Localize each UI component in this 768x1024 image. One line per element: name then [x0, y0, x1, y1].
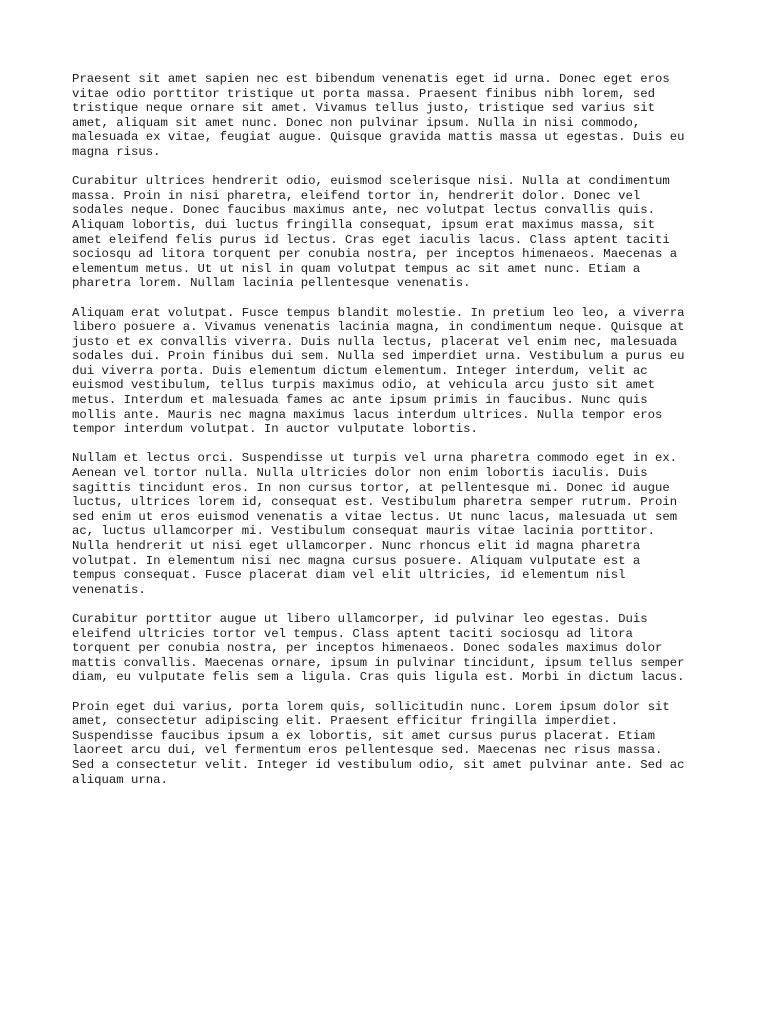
paragraph-2: Curabitur ultrices hendrerit odio, euismod scelerisque nisi. Nulla at condimentum massa. Proin in nisi pharetra, eleifend tortor in, hendrerit dolor. Donec vel sodales neque. Donec faucibus maximus ante, nec volutpat lectus convallis quis. Aliquam lobortis, dui luctus fringilla consequat, ipsum erat maximus massa, sit amet eleifend felis purus id lectus. Cras eget iaculis lacus. Class aptent taciti sociosqu ad litora torquent per conubia nostra, per inceptos himenaeos. Maecenas a elementum metus. Ut ut nisl in quam volutpat tempus ac sit amet nunc. Etiam a pharetra lorem. Nullam lacinia pellentesque venenatis. — [72, 174, 678, 291]
paragraph-3: Aliquam erat volutpat. Fusce tempus blandit molestie. In pretium leo leo, a viverra libero posuere a. Vivamus venenatis lacinia magna, in condimentum neque. Quisque at justo et ex convallis viverra. Duis nulla lectus, placerat vel enim nec, malesuada sodales dui. Proin finibus dui sem. Nulla sed imperdiet urna. Vestibulum a purus eu dui viverra porta. Duis elementum dictum elementum. Integer interdum, velit ac euismod vestibulum, tellus turpis maximus odio, at vehicula arcu justo sit amet metus. Interdum et malesuada fames ac ante ipsum primis in faucibus. Nunc quis mollis ante. Mauris nec magna maximus lacus interdum ultrices. Nulla tempor eros tempor interdum volutpat. In auctor vulputate lobortis. — [72, 305, 685, 437]
document-page — [72, 72, 704, 802]
paragraph-5: Curabitur porttitor augue ut libero ullamcorper, id pulvinar leo egestas. Duis eleifend ultricies tortor vel tempus. Class aptent taciti sociosqu ad litora torquent per conubia nostra, per inceptos himenaeos. Donec sodales maximus dolor mattis convallis. Maecenas ornare, ipsum in pulvinar tincidunt, ipsum tellus semper diam, eu vulputate felis sem a ligula. Cras quis ligula est. Morbi in dictum lacus. — [72, 611, 685, 685]
paragraph-6: Proin eget dui varius, porta lorem quis, sollicitudin nunc. Lorem ipsum dolor sit amet, consectetur adipiscing elit. Praesent efficitur fringilla imperdiet. Suspendisse faucibus ipsum a ex lobortis, sit amet cursus purus placerat. Etiam laoreet arcu dui, vel fermentum eros pellentesque sed. Maecenas nec risus massa. Sed a consectetur velit. Integer id vestibulum odio, sit amet pulvinar ante. Sed ac aliquam urna. — [72, 699, 685, 787]
paragraph-1: Praesent sit amet sapien nec est bibendum venenatis eget id urna. Donec eget eros vitae odio porttitor tristique ut porta massa. Praesent finibus nibh lorem, sed tristique neque ornare sit amet. Vivamus tellus justo, tristique sed varius sit amet, aliquam sit amet nunc. Donec non pulvinar ipsum. Nulla in nisi commodo, malesuada ex vitae, feugiat augue. Quisque gravida mattis massa ut egestas. Duis eu magna risus. — [72, 72, 685, 159]
paragraph-4: Nullam et lectus orci. Suspendisse ut turpis vel urna pharetra commodo eget in ex. Aenean vel tortor nulla. Nulla ultricies dolor non enim lobortis iaculis. Duis sagittis tincidunt eros. In non cursus tortor, at pellentesque mi. Donec id augue luctus, ultrices lorem id, consequat est. Vestibulum pharetra semper rutrum. Proin sed enim ut eros euismod venenatis a vitae lectus. Ut nunc lacus, malesuada ut sem ac, luctus ullamcorper mi. Vestibulum consequat mauris vitae lacinia porttitor. Nulla hendrerit ut nisi eget ullamcorper. Nunc rhoncus elit id magna pharetra volutpat. In elementum nisi nec magna cursus posuere. Aliquam vulputate est a tempus consequat. Fusce placerat diam vel elit ultricies, id elementum nisl venenatis. — [72, 451, 678, 597]
